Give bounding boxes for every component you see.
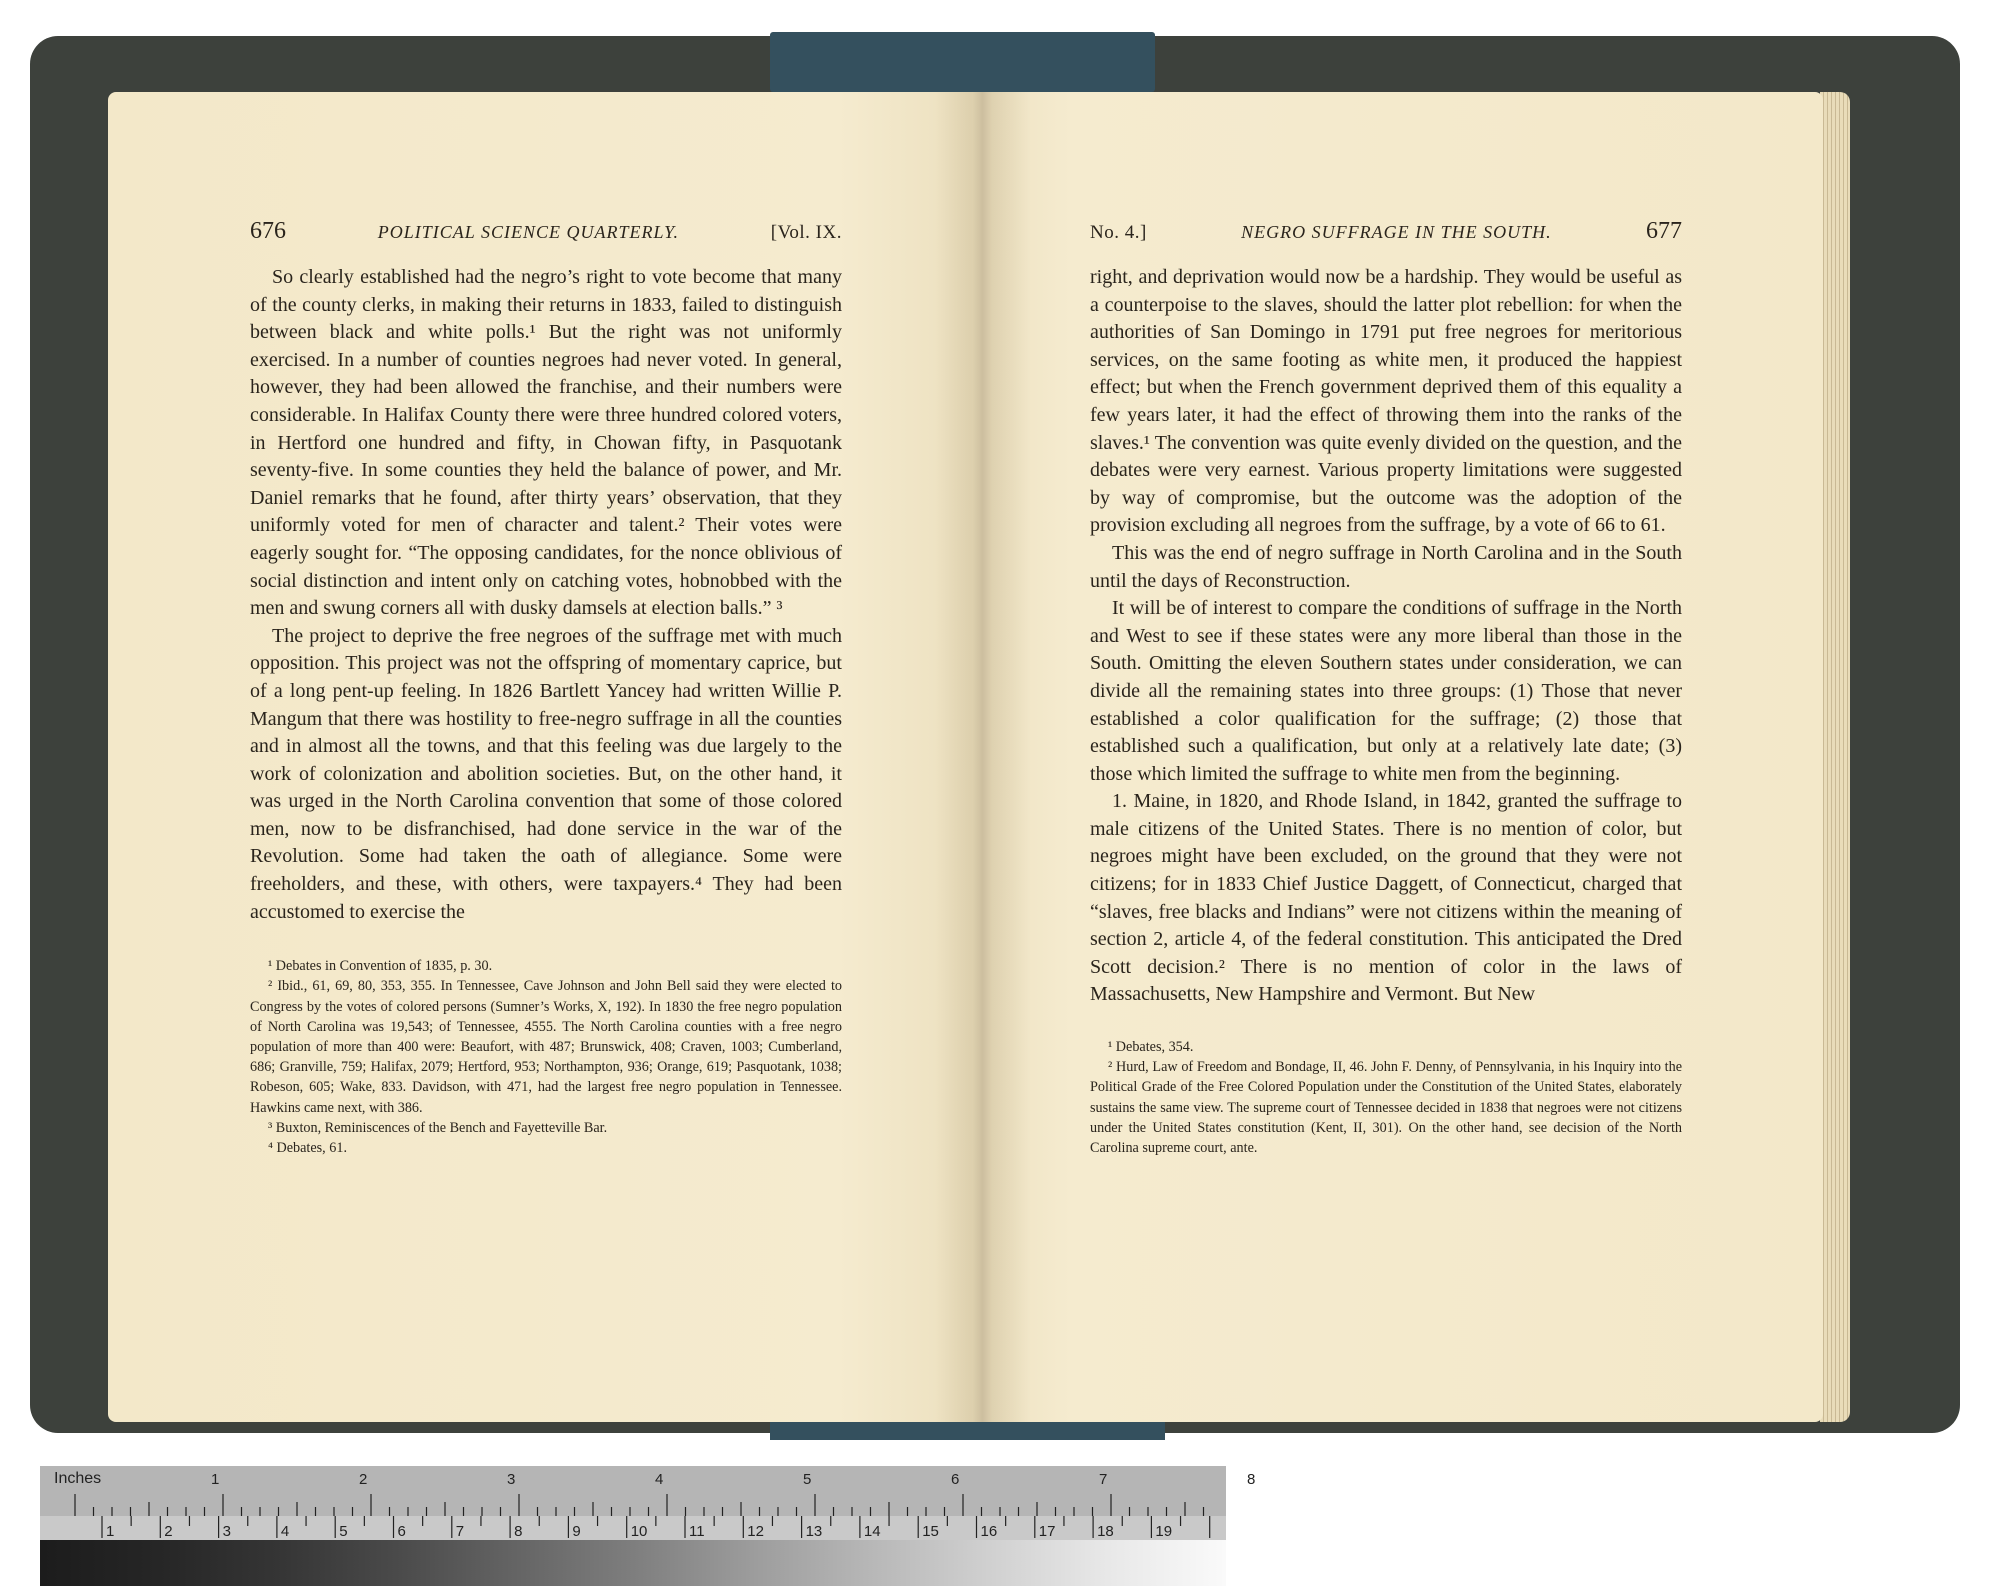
footnote: ² Ibid., 61, 69, 80, 353, 355. In Tennessee, Cave Johnson and John Bell said they were elected to Congress by the votes of colored persons (Sumner’s Works, X, 192). In 1830 the free negro population of North Carolina was 19,543; of Tennessee, 4555. The North Carolina counties with a free negro population of more than 400 were: Beaufort, with 487; Brunswick, 408; Craven, 1003; Cumberland, 686; Granville, 759; Halifax, 2079; Hertford, 953; Northampton, 936; Orange, 619; Pasquotank, 1038; Robeson, 605; Wake, 833. Davidson, with 471, had the largest free negro population in Tennessee. Hawkins came next, with 386. [250,978,842,1116]
inch-label: 7 [1099,1471,1108,1488]
right-running-title: NEGRO SUFFRAGE IN THE SOUTH. [1241,222,1552,242]
cm-label: 6 [397,1523,406,1540]
cm-label: 15 [922,1523,939,1540]
cm-label: 13 [805,1523,823,1540]
ruler-ticks [40,1466,1256,1540]
cm-label: 7 [455,1523,465,1540]
left-body-text [250,264,842,926]
right-body-text [1090,264,1682,1009]
footnote: ⁴ Debates, 61. [268,1140,348,1157]
footnote: ³ Buxton, Reminiscences of the Bench and Fayetteville Bar. [268,1119,608,1136]
cm-label: 9 [572,1523,581,1540]
cm-label: 11 [689,1523,705,1540]
cm-label: 18 [1097,1523,1114,1540]
paragraph: This was the end of negro suffrage in North Carolina and in the South until the days of Reconstruction. [1090,541,1682,592]
page-edges [1820,92,1850,1422]
volume-label: [Vol. IX. [770,222,842,243]
ruler-label: Inches [54,1470,102,1487]
right-page-content [1090,218,1682,1158]
paragraph: It will be of interest to compare the conditions of suffrage in the North and West to see if these states were any more liberal than those in the South. Omitting the eleven Southern states under consideration, we can divide all the remaining states into three groups: (1) Those that never established a color qualification for the suffrage; (2) those that established such a qualification, but only at a relatively late date; (3) those which limited the suffrage to white men from the beginning. [1090,597,1682,785]
right-running-head [1090,218,1682,248]
cm-label: 5 [339,1523,348,1540]
left-page-content [250,218,842,1158]
spine-cloth-top [770,32,1155,92]
paragraph: 1. Maine, in 1820, and Rhode Island, in 1842, granted the suffrage to male citizens of the United States. There is no mention of color, but negroes might have been excluded, on the ground that they were not citizens; for in 1833 Chief Justice Daggett, of Connecticut, charged that “slaves, free blacks and Indians” were not citizens within the meaning of section 2, article 4, of the federal constitution. This anticipated the Dred Scott decision.² There is no mention of color in the laws of Massachusetts, New Hampshire and Vermont. But New [1090,790,1682,1006]
cm-label: 2 [164,1523,173,1540]
right-footnotes [1090,1037,1682,1158]
left-page-number: 676 [250,218,286,244]
inch-label: 6 [951,1471,960,1488]
paragraph: right, and deprivation would now be a hardship. They would be useful as a counterpoise to the slaves, should the latter plot rebellion: for when the authorities of San Domingo in 1791 put free negroes for meritorious services, on the same footing as white men, it produced the happiest effect; but when the French government deprived them of this equality a few years later, it had the effect of throwing them into the ranks of the slaves.¹ The convention was quite evenly divided on the question, and the debates were very earnest. Various property limitations were suggested by way of compromise, but the outcome was the adoption of the provision excluding all negroes from the suffrage, by a vote of 66 to 61. [1090,266,1682,537]
footnote: ¹ Debates in Convention of 1835, p. 30. [268,958,493,975]
inch-label: 8 [1247,1471,1256,1488]
left-running-head [250,218,842,248]
cm-label: 10 [630,1523,648,1540]
inch-label: 1 [211,1471,220,1488]
inch-label: 5 [803,1471,812,1488]
measurement-ruler [40,1466,1256,1586]
footnote: ² Hurd, Law of Freedom and Bondage, II, 46. John F. Denny, of Pennsylvania, in his Inquiry into the Political Grade of the Free Colored Population under the Constitution of the United States, elaborately sustains the same view. The supreme court of Tennessee decided in 1838 that negroes were not citizens under the United States constitution (Kent, II, 301). On the other hand, see decision of the North Carolina supreme court, ante. [1090,1059,1682,1157]
number-label: No. 4.] [1090,222,1147,243]
cm-label: 19 [1155,1523,1173,1540]
cm-label: 4 [280,1523,290,1540]
left-footnotes [250,956,842,1158]
book-gutter [935,92,1030,1422]
cm-label: 3 [222,1523,231,1540]
cm-label: 14 [863,1523,881,1540]
inch-label: 2 [359,1471,368,1488]
paragraph: The project to deprive the free negroes of the suffrage met with much opposition. This project was not the offspring of momentary caprice, but of a long pent-up feeling. In 1826 Bartlett Yancey had written Willie P. Mangum that there was hostility to free-negro suffrage in all the counties and in almost all the towns, and that this feeling was due largely to the work of colonization and abolition societies. But, on the other hand, it was urged in the North Carolina convention that some of those colored men, now to be disfranchised, had done service in the war of the Revolution. Some had taken the oath of allegiance. Some were freeholders, and these, with others, were taxpayers.⁴ They had been accustomed to exercise the [250,624,842,923]
paragraph: So clearly established had the negro’s right to vote become that many of the county clerks, in making their returns in 1833, failed to distinguish between black and white polls.¹ But the right was not uniformly exercised. In a number of counties negroes had never voted. In general, however, they had been allowed the franchise, and their numbers were considerable. In Halifax County there were three hundred colored voters, in Hertford one hundred and fifty, in Chowan fifty, in Pasquotank seventy-five. In some counties they held the balance of power, and Mr. Daniel remarks that he found, after thirty years’ observation, that they uniformly voted for men of character and talent.² Their votes were eagerly sought for. “The opposing candidates, for the nonce oblivious of social distinction and intent only on catching votes, hobnobbed with the men and swung corners all with dusky damsels at election balls.” ³ [250,266,842,620]
cm-label: 12 [747,1523,764,1540]
cm-label: 17 [1038,1523,1056,1540]
left-running-title: POLITICAL SCIENCE QUARTERLY. [377,222,679,242]
footnote: ¹ Debates, 354. [1108,1039,1194,1056]
inch-label: 4 [655,1471,664,1488]
inch-label: 3 [507,1471,516,1488]
cm-label: 16 [980,1523,998,1540]
right-page-number: 677 [1645,218,1682,244]
cm-label: 1 [106,1523,115,1540]
cm-label: 8 [514,1523,523,1540]
